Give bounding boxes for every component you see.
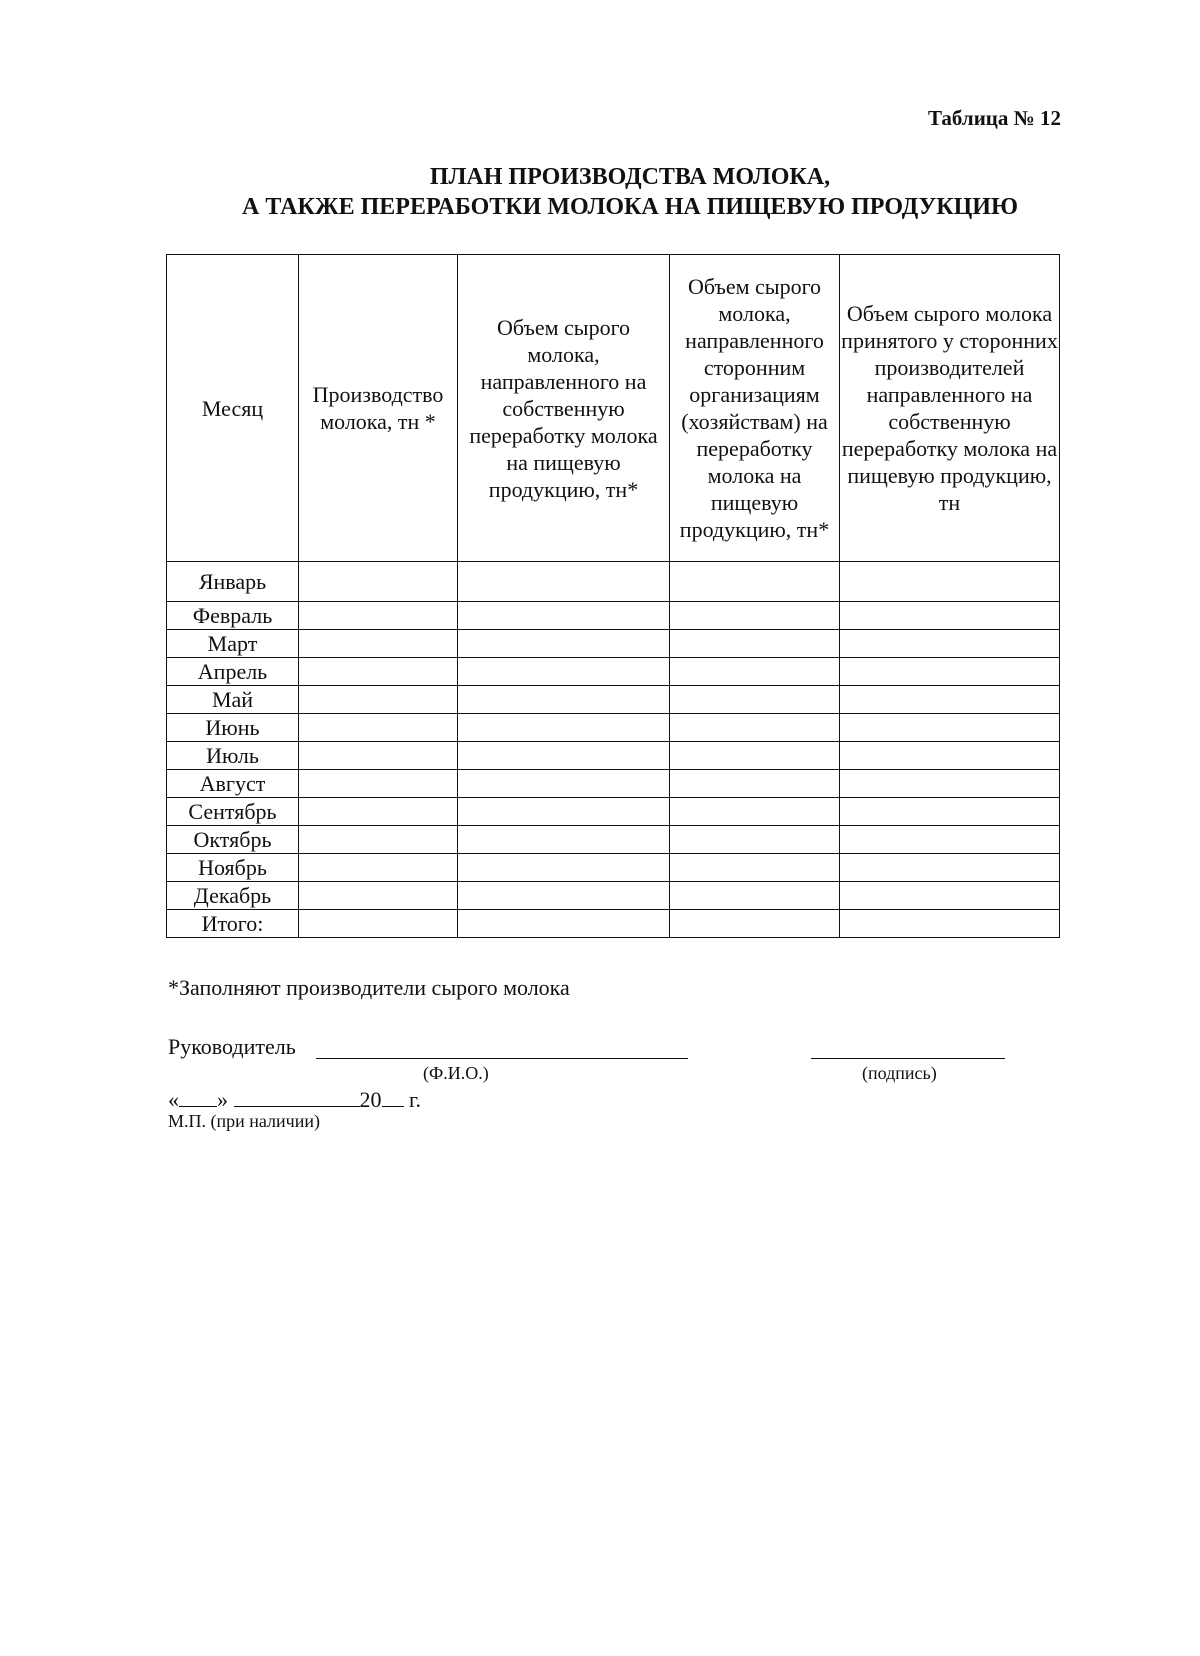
input-cell[interactable] [840,658,1060,686]
input-cell[interactable] [670,882,840,910]
input-cell[interactable] [458,714,670,742]
input-cell[interactable] [840,742,1060,770]
total-row [167,910,1060,938]
input-cell[interactable] [840,910,1060,938]
input-cell[interactable] [299,658,458,686]
fio-line[interactable] [316,1036,688,1059]
year-suffix: г. [409,1087,422,1112]
input-cell[interactable] [840,630,1060,658]
input-cell[interactable] [840,798,1060,826]
title-line-1: ПЛАН ПРОИЗВОДСТВА МОЛОКА, [429,164,831,190]
month-cell: Октябрь [167,826,299,854]
table-row [167,742,1060,770]
table-row [167,826,1060,854]
input-cell[interactable] [670,798,840,826]
input-cell[interactable] [840,686,1060,714]
date-open-quote: « [168,1087,179,1112]
input-cell[interactable] [458,742,670,770]
table-row [167,714,1060,742]
input-cell[interactable] [840,854,1060,882]
date-row [168,1086,421,1113]
input-cell[interactable] [670,686,840,714]
input-cell[interactable] [299,854,458,882]
month-cell: Сентябрь [167,798,299,826]
header-third-party-processing: Объем сырого молока, направленного сторонним организациям (хозяйствам) на переработку молока на пищевую продукцию, тн* [670,255,840,562]
input-cell[interactable] [299,826,458,854]
input-cell[interactable] [458,910,670,938]
month-cell: Июль [167,742,299,770]
input-cell[interactable] [299,630,458,658]
input-cell[interactable] [299,798,458,826]
input-cell[interactable] [299,742,458,770]
input-cell[interactable] [299,686,458,714]
input-cell[interactable] [458,602,670,630]
head-label: Руководитель [168,1034,296,1059]
header-row [167,255,1060,562]
signature-caption: (подпись) [862,1063,937,1083]
input-cell[interactable] [670,602,840,630]
input-cell[interactable] [670,742,840,770]
signature-line[interactable] [811,1036,1005,1059]
input-cell[interactable] [458,686,670,714]
input-cell[interactable] [670,770,840,798]
input-cell[interactable] [840,882,1060,910]
header-production: Производство молока, тн * [299,255,458,562]
table-row [167,562,1060,602]
input-cell[interactable] [670,910,840,938]
table-row [167,686,1060,714]
fio-caption: (Ф.И.О.) [423,1063,489,1083]
input-cell[interactable] [840,602,1060,630]
input-cell[interactable] [670,562,840,602]
input-cell[interactable] [670,630,840,658]
month-cell: Декабрь [167,882,299,910]
table-row [167,658,1060,686]
input-cell[interactable] [299,910,458,938]
input-cell[interactable] [840,714,1060,742]
input-cell[interactable] [670,714,840,742]
header-month: Месяц [167,255,299,562]
input-cell[interactable] [670,658,840,686]
input-cell[interactable] [299,602,458,630]
input-cell[interactable] [840,770,1060,798]
table-row [167,882,1060,910]
input-cell[interactable] [299,882,458,910]
table-row [167,630,1060,658]
document-title [130,162,1130,222]
input-cell[interactable] [299,562,458,602]
input-cell[interactable] [840,826,1060,854]
input-cell[interactable] [458,562,670,602]
table-row [167,854,1060,882]
header-accepted-processing: Объем сырого молока принятого у сторонних производителей направленного на собственную переработку молока на пищевую продукцию, тн [840,255,1060,562]
title-line-2: А ТАКЖЕ ПЕРЕРАБОТКИ МОЛОКА НА ПИЩЕВУЮ ПРОДУКЦИЮ [242,194,1018,220]
input-cell[interactable] [458,882,670,910]
input-cell[interactable] [458,630,670,658]
table-number: Таблица № 12 [927,106,1061,130]
month-cell: Август [167,770,299,798]
total-label-cell: Итого: [167,910,299,938]
month-cell: Январь [167,562,299,602]
footnote: *Заполняют производители сырого молока [168,975,570,1000]
month-cell: Апрель [167,658,299,686]
year-prefix: 20 [359,1087,382,1112]
month-cell: Ноябрь [167,854,299,882]
month-cell: Июнь [167,714,299,742]
month-cell: Февраль [167,602,299,630]
table-row [167,798,1060,826]
input-cell[interactable] [670,854,840,882]
table-row [167,770,1060,798]
day-line[interactable] [179,1086,217,1107]
stamp-note: М.П. (при наличии) [168,1111,320,1131]
month-cell: Май [167,686,299,714]
input-cell[interactable] [458,658,670,686]
input-cell[interactable] [458,854,670,882]
input-cell[interactable] [458,798,670,826]
input-cell[interactable] [299,770,458,798]
date-close-quote: » [217,1087,228,1112]
input-cell[interactable] [670,826,840,854]
year-line[interactable] [382,1086,404,1107]
input-cell[interactable] [840,562,1060,602]
input-cell[interactable] [299,714,458,742]
plan-table [166,254,1060,938]
input-cell[interactable] [458,770,670,798]
month-line[interactable] [234,1086,360,1107]
month-cell: Март [167,630,299,658]
input-cell[interactable] [458,826,670,854]
header-own-processing: Объем сырого молока, направленного на собственную переработку молока на пищевую продукцию, тн* [458,255,670,562]
table-row [167,602,1060,630]
